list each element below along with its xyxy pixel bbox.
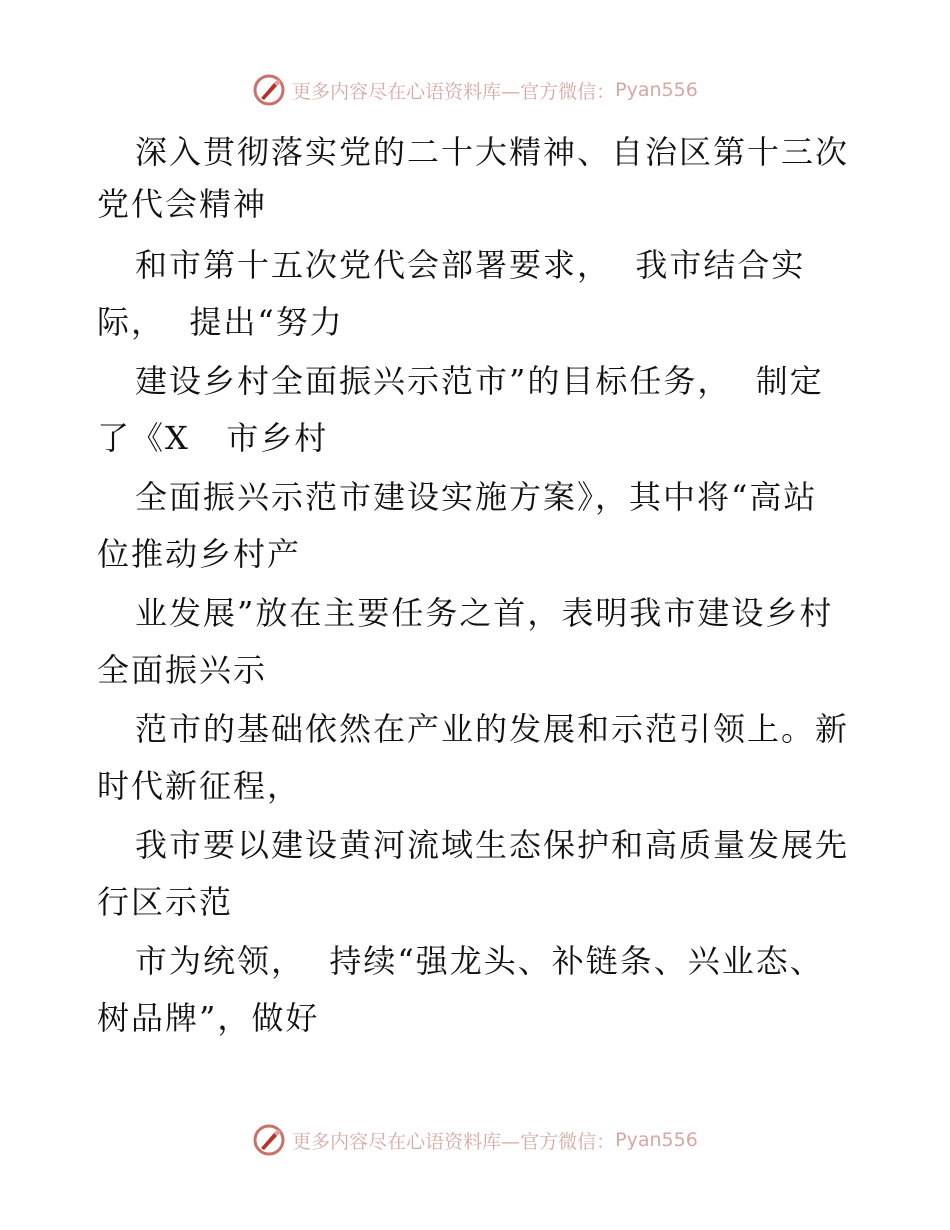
text-line: 行区示范 xyxy=(97,883,234,921)
footer-watermark xyxy=(0,1120,950,1160)
header-watermark xyxy=(0,70,950,110)
text-line: 建设乡村全面振兴示范市”的目标任务， 制定 xyxy=(135,362,824,400)
text-line: 全面振兴示 xyxy=(97,651,268,689)
text-line: 深入贯彻落实党的二十大精神、自治区第十三次 xyxy=(135,133,850,171)
watermark-text: 更多内容尽在心语资料库—官方微信： xyxy=(292,1130,616,1153)
text-line: 我市要以建设黄河流域生态保护和高质量发展先 xyxy=(135,826,850,864)
text-line: 了《X 市乡村 xyxy=(97,419,329,457)
text-line: 党代会精神 xyxy=(97,185,268,223)
watermark-wechat-id: Pyan556 xyxy=(615,1129,698,1151)
text-line: 全面振兴示范市建设实施方案》，其中将“高站 xyxy=(135,478,818,516)
pen-logo-icon xyxy=(252,1123,286,1157)
text-line: 和市第十五次党代会部署要求， 我市结合实 xyxy=(135,246,806,284)
watermark-wechat-id: Pyan556 xyxy=(615,79,698,101)
text-line: 时代新征程， xyxy=(97,767,302,805)
text-line: 树品牌”，做好 xyxy=(97,999,320,1037)
text-line: 范市的基础依然在产业的发展和示范引领上。新 xyxy=(135,710,850,748)
watermark-text: 更多内容尽在心语资料库—官方微信： xyxy=(292,80,616,103)
text-line: 业发展”放在主要任务之首，表明我市建设乡村 xyxy=(135,594,834,632)
text-line: 位推动乡村产 xyxy=(97,535,302,573)
text-line: 际， 提出“努力 xyxy=(97,303,344,341)
pen-logo-icon xyxy=(252,73,286,107)
text-line: 市为统领， 持续“强龙头、补链条、兴业态、 xyxy=(135,942,824,980)
